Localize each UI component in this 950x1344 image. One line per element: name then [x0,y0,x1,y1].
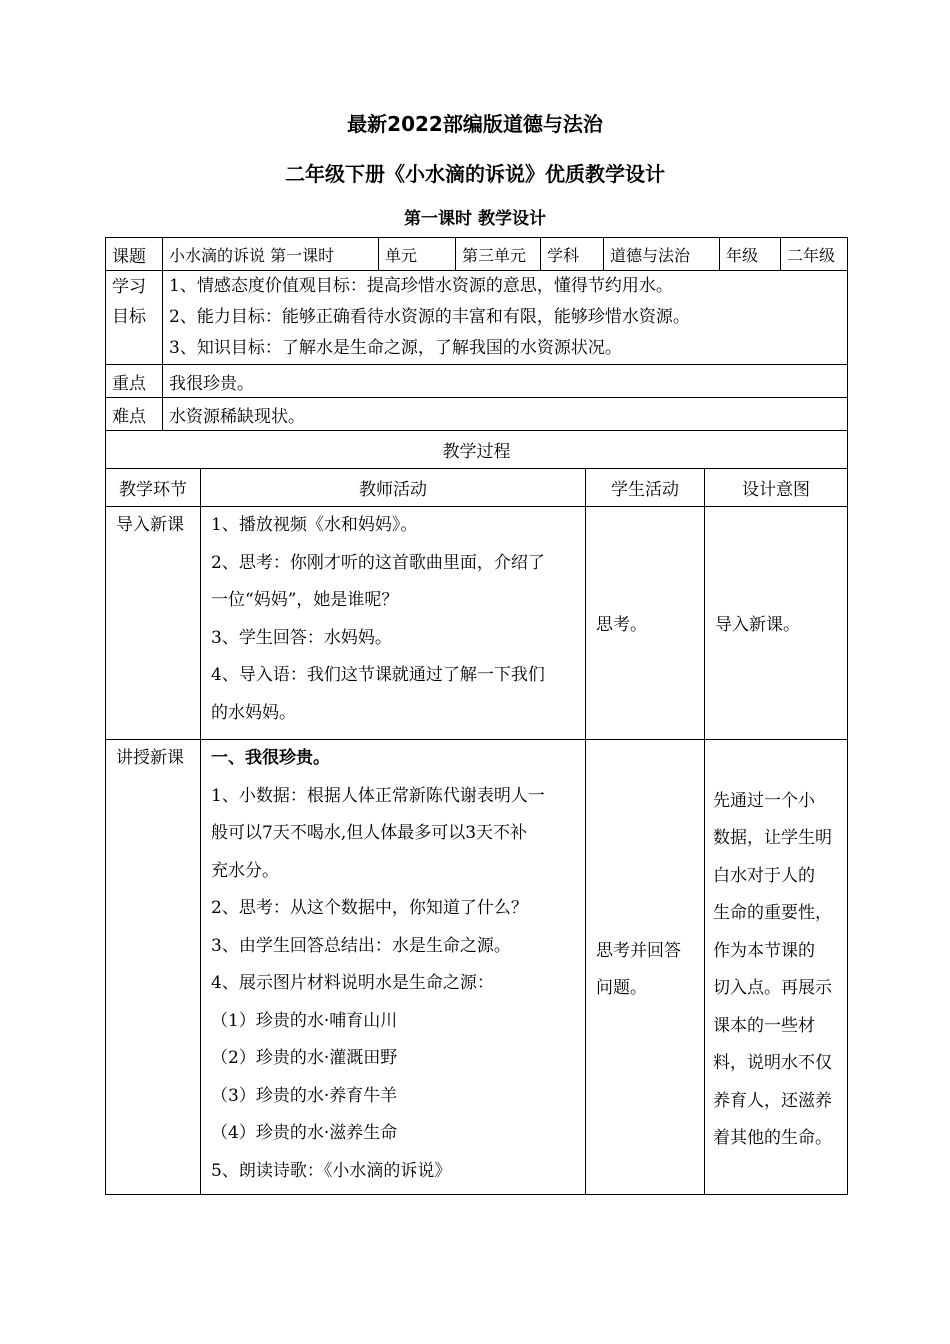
key-label: 重点 [106,365,163,398]
document-subtitle: 二年级下册《小水滴的诉说》优质教学设计 [285,162,665,186]
intent-line: 着其他的生命。 [713,1128,832,1148]
intent-line: 先通过一个小 [713,790,815,811]
student-line: 问题。 [596,978,647,998]
goals-list [163,271,848,365]
stage-cell: 讲授新课 [106,740,201,1195]
design-intent-cell [705,507,848,740]
lesson-heading: 第一课时 教学设计 [404,209,546,229]
teacher-line: 5、朗读诗歌：《小水滴的诉说》 [211,1160,452,1181]
topic-value: 小水滴的诉说 第一课时 [163,238,379,271]
teacher-line: 的水妈妈。 [211,702,296,723]
info-row-key [106,365,848,398]
topic-label: 课题 [106,238,163,271]
process-column-headers [106,469,848,507]
col-header-intent: 设计意图 [705,469,848,507]
subject-value: 道德与法治 [604,238,720,271]
teacher-line: 1、播放视频《水和妈妈》。 [211,515,418,535]
teacher-line: 3、由学生回答总结出：水是生命之源。 [211,935,511,956]
student-line: 思考。 [596,615,647,636]
intent-line: 料，说明水不仅 [713,1053,832,1073]
goal-item: 1、情感态度价值观目标：提高珍惜水资源的意思，懂得节约用水。 [169,276,673,296]
col-header-student: 学生活动 [586,469,705,507]
grade-label: 年级 [720,238,781,271]
difficulty-value: 水资源稀缺现状。 [163,398,848,431]
student-activity-cell [586,507,705,740]
info-row-difficulty [106,398,848,431]
info-row-goals [106,271,848,365]
goal-item: 3、知识目标：了解水是生命之源，了解我国的水资源状况。 [169,338,622,358]
student-line: 思考并回答 [596,940,681,961]
col-header-teacher: 教师活动 [201,469,586,507]
goals-label-line1: 学习 [112,277,146,297]
teacher-line: （2）珍贵的水·灌溉田野 [211,1048,398,1068]
design-intent-cell [705,740,848,1195]
teacher-activity-cell [201,507,586,740]
teacher-line: （1）珍贵的水·哺育山川 [211,1010,398,1031]
teacher-section-heading: 一、我很珍贵。 [211,748,330,768]
teacher-line: 3、学生回答：水妈妈。 [211,627,392,648]
process-row-intro [106,507,848,740]
intent-line: 导入新课。 [715,615,800,636]
lesson-info-table [105,237,848,431]
intent-line: 养育人，还滋养 [713,1090,832,1111]
teacher-line: 1、小数据：根据人体正常新陈代谢表明人一 [211,785,545,806]
teacher-line: 充水分。 [211,860,279,881]
teacher-line: 2、思考：你刚才听的这首歌曲里面，介绍了 [211,552,545,573]
key-value: 我很珍贵。 [163,365,848,398]
grade-value: 二年级 [781,238,848,271]
teaching-process-table [105,430,848,1195]
teacher-line: （4）珍贵的水·滋养生命 [211,1123,398,1143]
process-heading-row [106,431,848,469]
teacher-activity-cell [201,740,586,1195]
info-row-topic [106,238,848,271]
intent-line: 作为本节课的 [713,940,815,961]
teacher-line: （3）珍贵的水·养育牛羊 [211,1085,398,1106]
intent-line: 白水对于人的 [713,865,815,886]
intent-line: 生命的重要性， [713,903,832,923]
student-activity-cell [586,740,705,1195]
stage-cell: 导入新课 [106,507,201,740]
goals-label [106,271,163,365]
goal-item: 2、能力目标：能够正确看待水资源的丰富和有限，能够珍惜水资源。 [169,307,690,327]
unit-label: 单元 [379,238,456,271]
col-header-stage: 教学环节 [106,469,201,507]
process-heading: 教学过程 [106,431,848,469]
unit-value: 第三单元 [456,238,541,271]
intent-line: 切入点。再展示 [713,978,832,998]
teacher-line: 一位“妈妈”，她是谁呢？ [211,590,399,610]
intent-line: 数据，让学生明 [713,828,832,848]
goals-label-line2: 目标 [112,307,146,327]
subject-label: 学科 [541,238,604,271]
teacher-line: 般可以7天不喝水,但人体最多可以3天不补 [211,823,528,843]
teacher-line: 4、导入语：我们这节课就通过了解一下我们 [211,665,545,685]
intent-line: 课本的一些材 [713,1015,815,1036]
difficulty-label: 难点 [106,398,163,431]
teacher-line: 4、展示图片材料说明水是生命之源： [211,973,494,993]
document-title: 最新2022部编版道德与法治 [347,112,603,136]
process-row-new-lesson [106,740,848,1195]
teacher-line: 2、思考：从这个数据中，你知道了什么？ [211,898,528,918]
